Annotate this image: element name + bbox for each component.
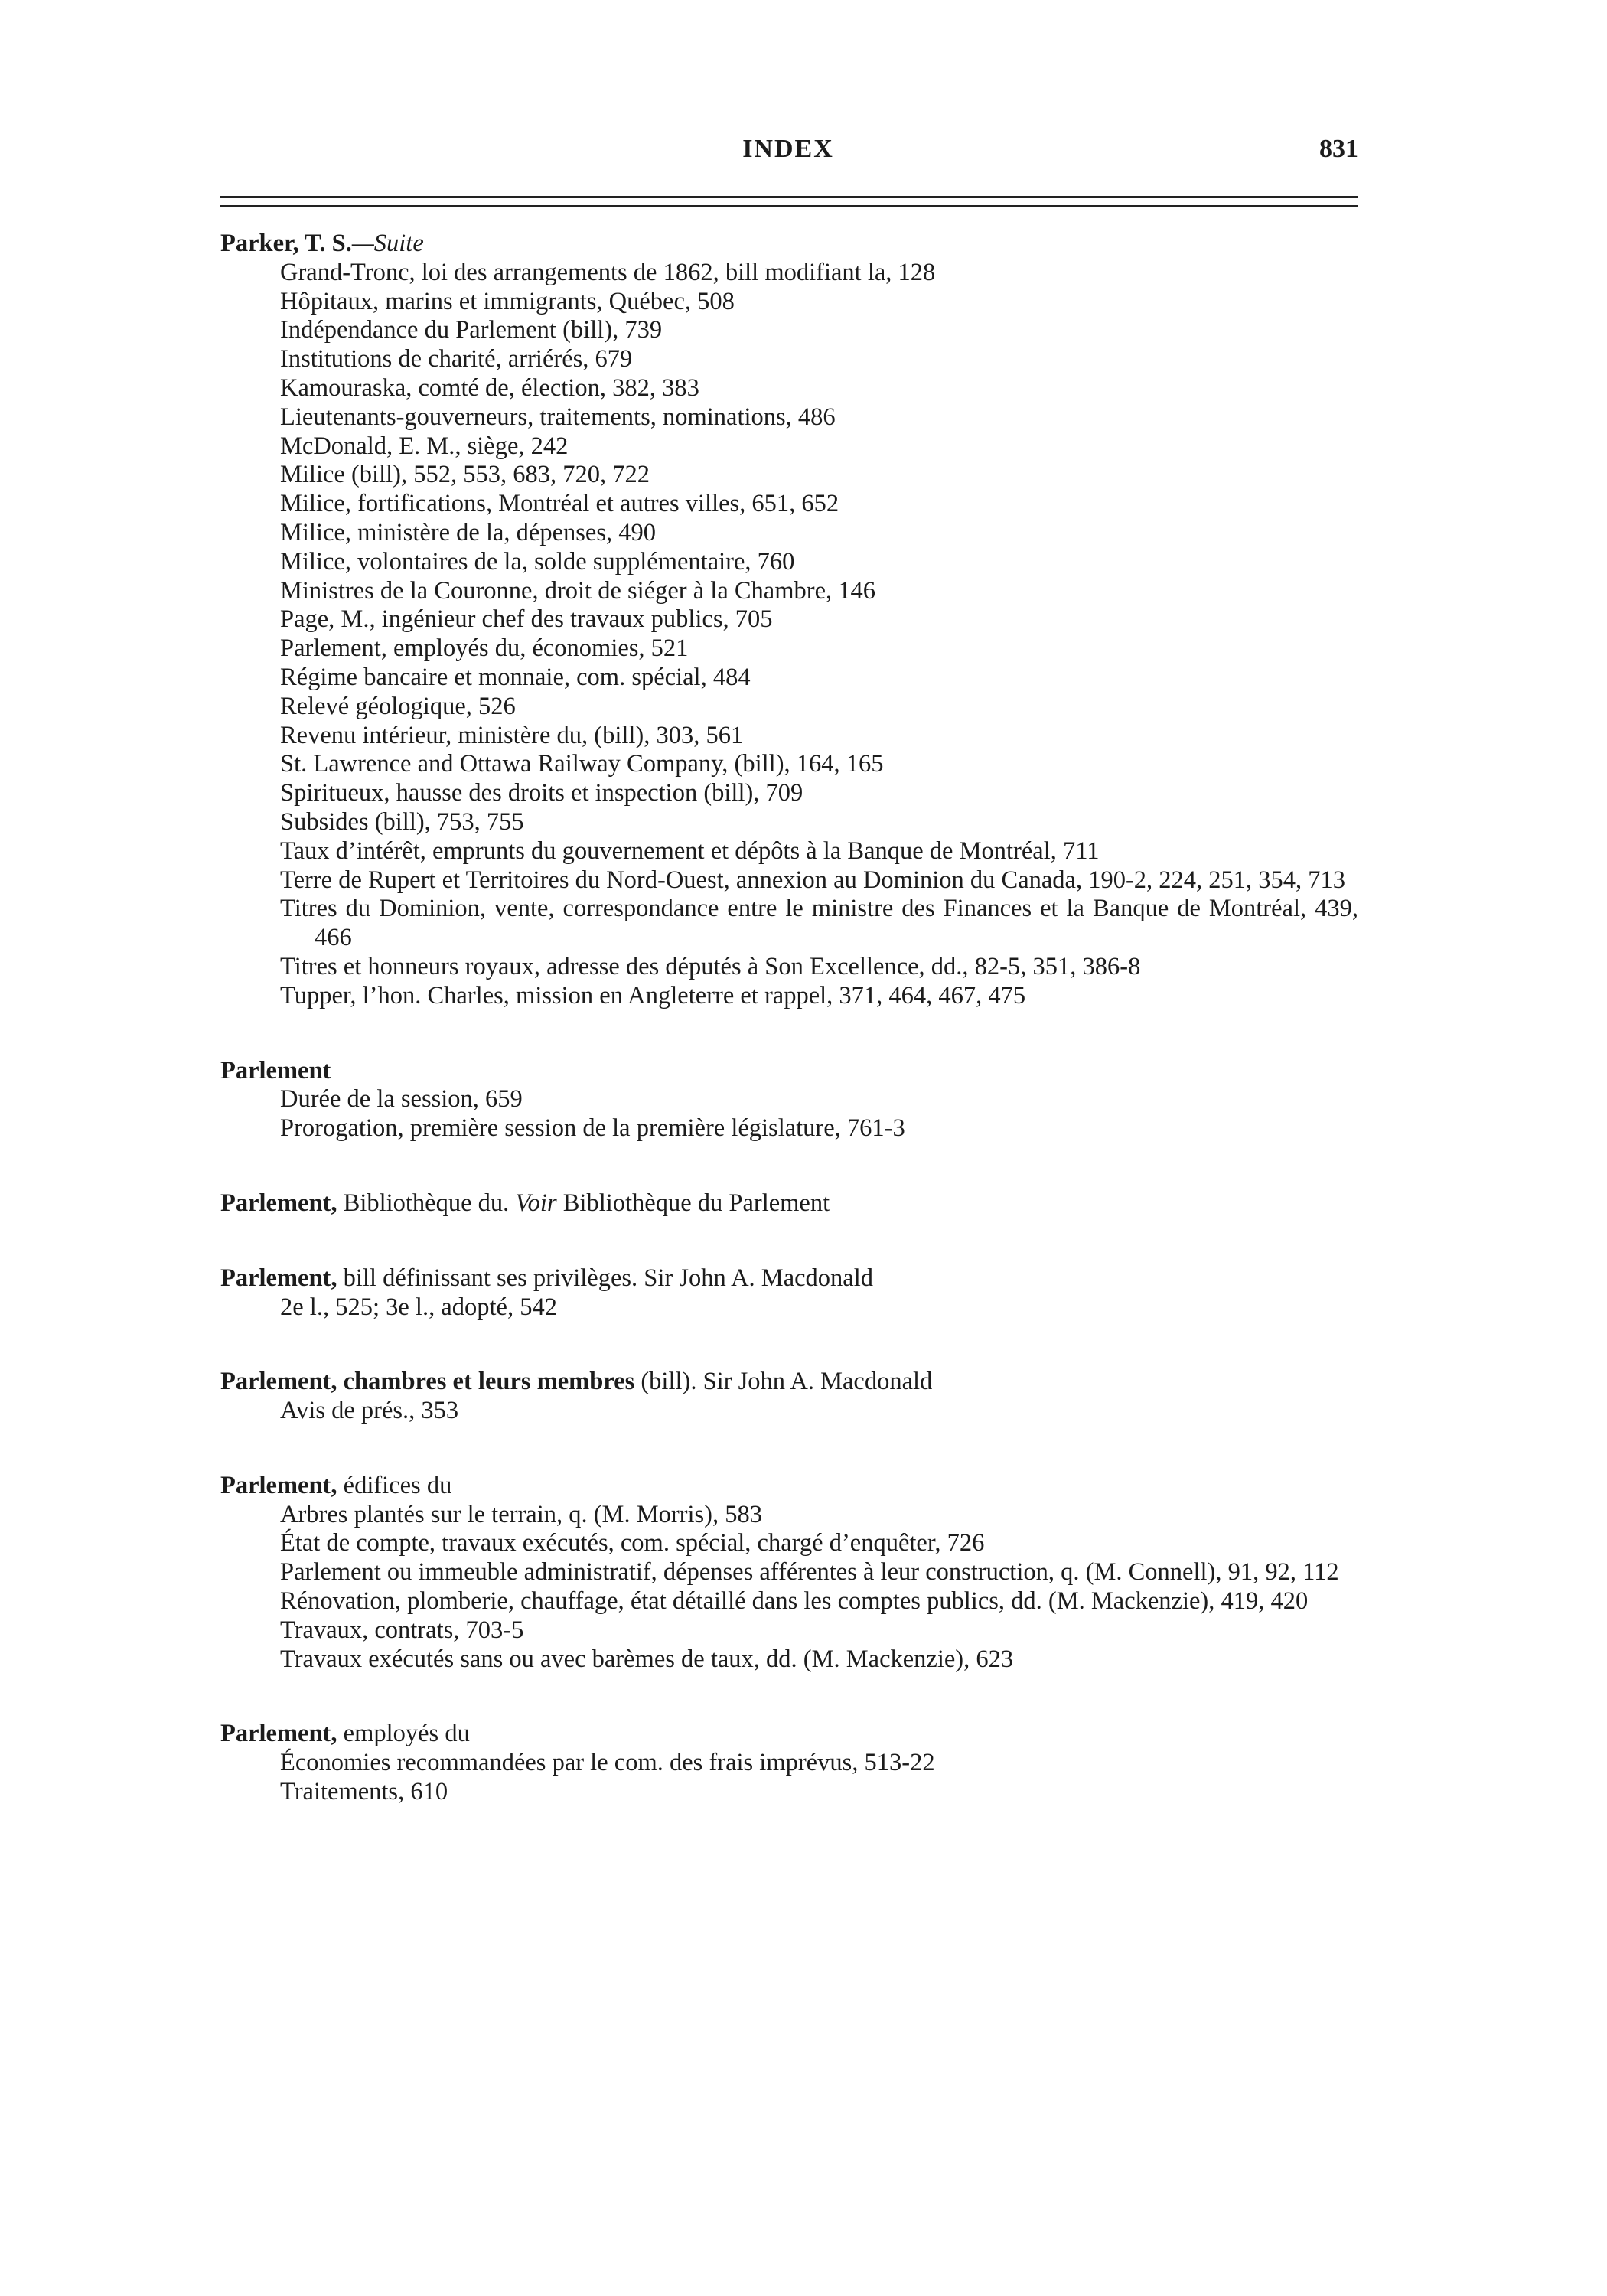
sub-entry: Institutions de charité, arriérés, 679 — [280, 345, 633, 373]
entry-heading: Parlement, bill définissant ses privilèges. Sir John A. Macdonald — [220, 1264, 873, 1292]
sub-entry: Milice, ministère de la, dépenses, 490 — [280, 518, 656, 546]
sub-entry: Parlement, employés du, économies, 521 — [280, 634, 689, 663]
sub-entry: Régime bancaire et monnaie, com. spécial, 484 — [280, 663, 751, 691]
sub-entry: Relevé géologique, 526 — [280, 692, 516, 720]
sub-entry: État de compte, travaux exécutés, com. spécial, chargé d’enquêter, 726 — [280, 1529, 985, 1557]
sub-entry: Indépendance du Parlement (bill), 739 — [280, 316, 663, 344]
index-entry-parlement-employes — [220, 1720, 1358, 1806]
sub-entry: Titres et honneurs royaux, adresse des députés à Son Excellence, dd., 82-5, 351, 386-8 — [280, 952, 1141, 980]
sub-entry: Arbres plantés sur le terrain, q. (M. Morris), 583 — [280, 1500, 762, 1528]
sub-entry: Titres du Dominion, vente, correspondance entre le ministre des Finances et la Banque de Montréal, 439, 466 — [280, 895, 1358, 952]
sub-entry: Ministres de la Couronne, droit de siéger à la Chambre, 146 — [280, 576, 876, 605]
sub-entry: Durée de la session, 659 — [280, 1085, 523, 1114]
page-header — [218, 135, 1358, 173]
sub-entry: Milice, fortifications, Montréal et autres villes, 651, 652 — [280, 490, 839, 518]
sub-entries — [220, 1085, 1358, 1143]
sub-entries — [220, 1501, 1358, 1675]
sub-entry: Grand-Tronc, loi des arrangements de 1862, bill modifiant la, 128 — [280, 258, 936, 286]
header-rule-bottom — [220, 205, 1358, 207]
sub-entry: Rénovation, plomberie, chauffage, état détaillé dans les comptes publics, dd. (M. Mackenzie), 419, 420 — [280, 1587, 1309, 1616]
sub-entry: Prorogation, première session de la première législature, 761-3 — [280, 1114, 905, 1143]
sub-entries — [220, 259, 1358, 1011]
sub-entry: Terre de Rupert et Territoires du Nord-Ouest, annexion au Dominion du Canada, 190-2, 224, 251, 354, 713 — [280, 866, 1346, 894]
index-entry-parlement-privileges — [220, 1264, 1358, 1322]
sub-entry: Parlement ou immeuble administratif, dépenses afférentes à leur construction, q. (M. Connell), 91, 92, 112 — [280, 1558, 1339, 1587]
sub-entry: McDonald, E. M., siège, 242 — [280, 432, 569, 460]
entry-heading: Parlement, Bibliothèque du. Voir Bibliothèque du Parlement — [220, 1189, 830, 1217]
sub-entry: Lieutenants-gouverneurs, traitements, nominations, 486 — [280, 403, 836, 431]
page-number: 831 — [1319, 135, 1358, 163]
index-entry-parlement-chambres — [220, 1368, 1358, 1426]
index-entry-parlement — [220, 1057, 1358, 1143]
sub-entry: Travaux, contrats, 703-5 — [280, 1616, 524, 1644]
entry-heading: Parker, T. S.—Suite — [220, 230, 424, 257]
sub-entry: Avis de prés., 353 — [280, 1397, 459, 1425]
sub-entry: Spiritueux, hausse des droits et inspection (bill), 709 — [280, 779, 804, 807]
index-body — [220, 230, 1358, 1807]
entry-heading: Parlement, chambres et leurs membres (bill). Sir John A. Macdonald — [220, 1368, 933, 1396]
sub-entries — [220, 1397, 1358, 1426]
sub-entry: Hôpitaux, marins et immigrants, Québec, 508 — [280, 287, 735, 315]
sub-entry: Milice (bill), 552, 553, 683, 720, 722 — [280, 461, 650, 489]
sub-entry: Milice, volontaires de la, solde supplémentaire, 760 — [280, 547, 795, 576]
page-title: INDEX — [742, 135, 834, 163]
index-entry-parlement-bibliotheque — [220, 1189, 1358, 1218]
sub-entry: Revenu intérieur, ministère du, (bill), 303, 561 — [280, 721, 744, 749]
index-entry-parlement-edifices — [220, 1472, 1358, 1675]
sub-entry: Page, M., ingénieur chef des travaux publics, 705 — [280, 605, 773, 634]
sub-entry: Taux d’intérêt, emprunts du gouvernement et dépôts à la Banque de Montréal, 711 — [280, 837, 1100, 865]
sub-entry: Subsides (bill), 753, 755 — [280, 807, 524, 836]
entry-heading: Parlement, édifices du — [220, 1471, 452, 1499]
sub-entry: Économies recommandées par le com. des frais imprévus, 513-22 — [280, 1749, 935, 1777]
sub-entry: Traitements, 610 — [280, 1778, 448, 1806]
index-entry-parker — [220, 230, 1358, 1011]
sub-entry: Kamouraska, comté de, élection, 382, 383 — [280, 373, 699, 402]
sub-entry: Travaux exécutés sans ou avec barèmes de taux, dd. (M. Mackenzie), 623 — [280, 1645, 1014, 1673]
sub-entry: Tupper, l’hon. Charles, mission en Angleterre et rappel, 371, 464, 467, 475 — [280, 981, 1026, 1009]
entry-heading: Parlement — [220, 1056, 331, 1084]
sub-entry: St. Lawrence and Ottawa Railway Company, (bill), 164, 165 — [280, 750, 884, 778]
sub-entries — [220, 1749, 1358, 1807]
sub-entries — [220, 1293, 1358, 1322]
sub-entry: 2e l., 525; 3e l., adopté, 542 — [280, 1293, 557, 1321]
header-rule-top — [220, 196, 1358, 198]
entry-heading: Parlement, employés du — [220, 1720, 470, 1748]
